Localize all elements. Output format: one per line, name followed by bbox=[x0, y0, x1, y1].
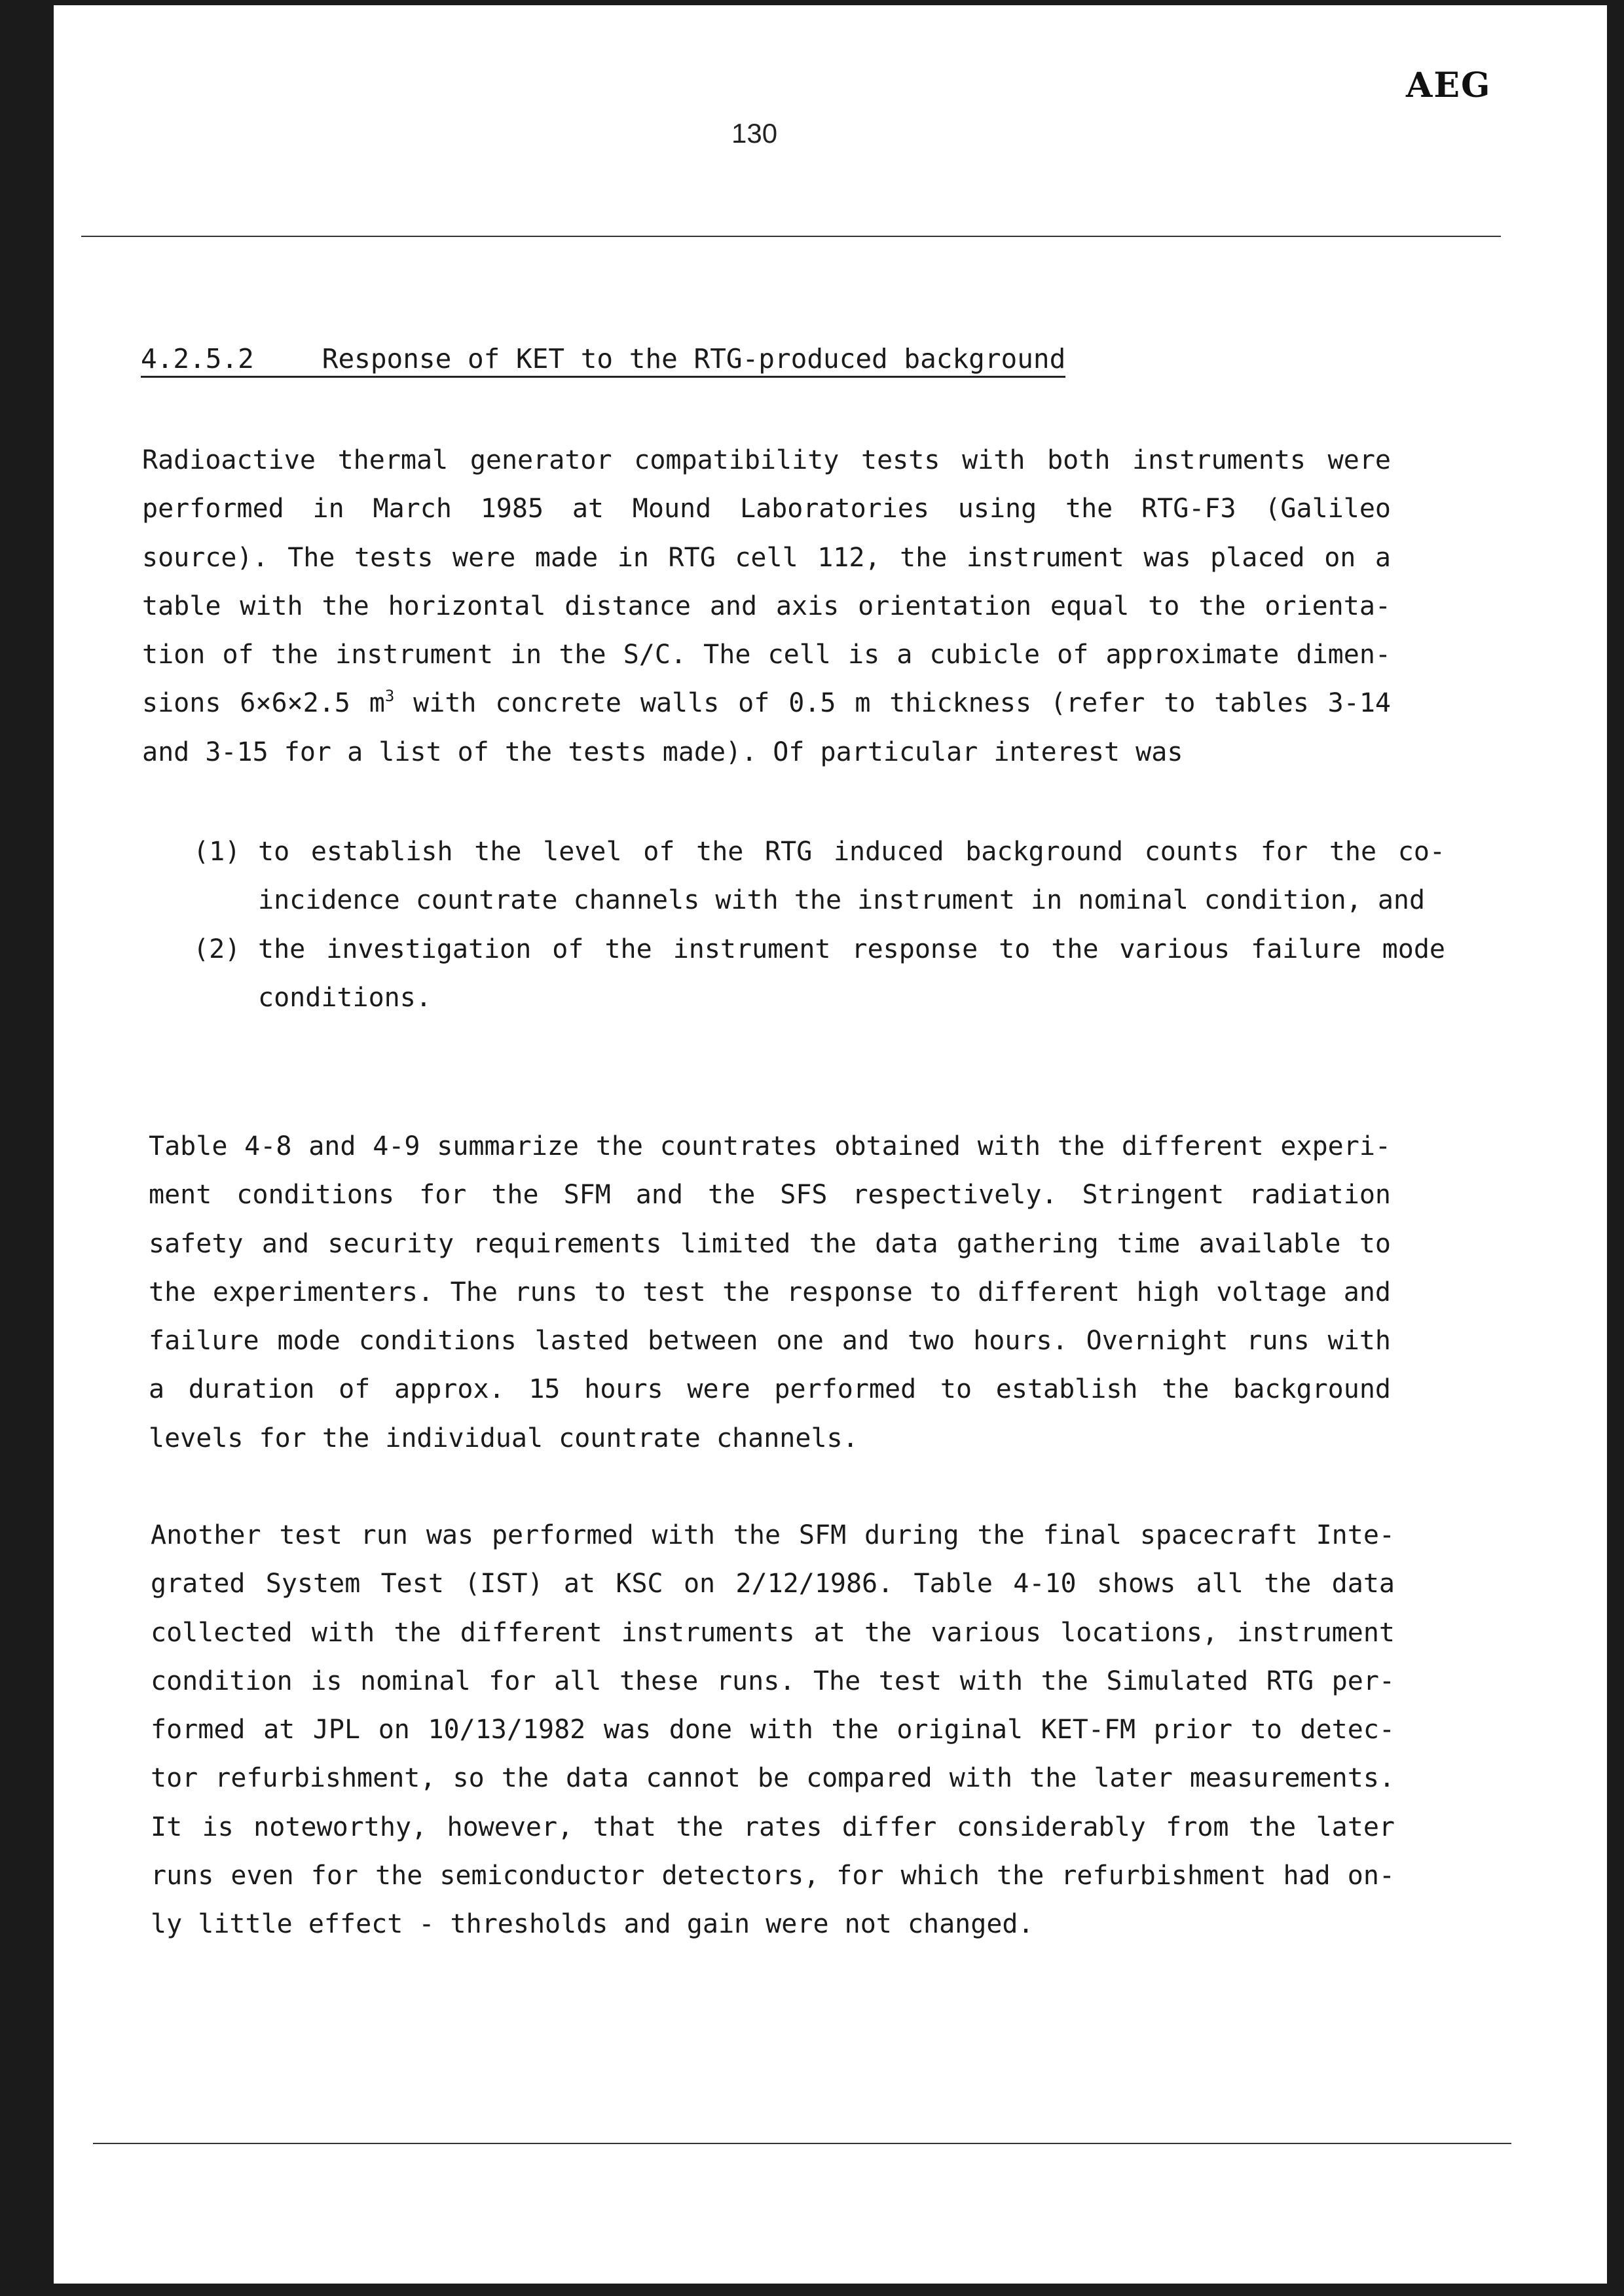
list-item-text: to establish the level of the RTG induced background counts for the co-incidence countrate channels with the instrument in nominal condition, and bbox=[258, 837, 1445, 916]
section-title: Response of KET to the RTG-produced background bbox=[322, 343, 1066, 374]
footer-rule bbox=[93, 2143, 1511, 2144]
paragraph-text: with concrete walls of 0.5 m thickness (refer to tables 3-14 and 3-15 for a list of the tests made). Of particular interest was bbox=[142, 688, 1391, 767]
paragraph-rtg-tests bbox=[142, 436, 1391, 776]
header-rule bbox=[81, 236, 1501, 237]
document-page bbox=[54, 5, 1607, 2284]
superscript-exponent: 3 bbox=[384, 687, 395, 706]
list-marker: (2) bbox=[193, 934, 241, 964]
interest-list bbox=[193, 828, 1445, 1022]
list-item-text: the investigation of the instrument response to the various failure mode conditions. bbox=[258, 934, 1445, 1013]
paragraph-text: Radioactive thermal generator compatibility tests with both instruments were performed in March 1985 at Mound Laboratories using the RTG-F3 (Galileo source). The tests were made in RTG cell 112, the instrument was placed on a table with the horizontal distance and axis orientation equal to the orienta-tion of the instrument in the S/C. The cell is a cubicle of approximate dimen-sions 6×6×2.5 m bbox=[142, 445, 1391, 719]
paragraph-ist-run: Another test run was performed with the SFM during the final spacecraft Inte-grated System Test (IST) at KSC on 2/12/1986. Table 4-10 shows all the data collected with the different instruments at the various locations, instrument condition is nominal for all these runs. The test with the Simulated RTG per-formed at JPL on 10/13/1982 was done with the original KET-FM prior to detec-tor refurbishment, so the data cannot be compared with the later measurements. It is noteworthy, however, that the rates differ considerably from the later runs even for the semiconductor detectors, for which the refurbishment had on-ly little effect - thresholds and gain were not changed. bbox=[151, 1520, 1395, 1940]
paragraph-countrates: Table 4-8 and 4-9 summarize the countrates obtained with the different experi-ment conditions for the SFM and the SFS respectively. Stringent radiation safety and security requirements limited the data gathering time available to the experimenters. The runs to test the response to different high voltage and failure mode conditions lasted between one and two hours. Overnight runs with a duration of approx. 15 hours were performed to establish the background levels for the individual countrate channels. bbox=[149, 1131, 1391, 1453]
page-number: 130 bbox=[731, 118, 778, 149]
list-item bbox=[193, 925, 1445, 1023]
company-logo: AEG bbox=[1406, 65, 1492, 105]
list-marker: (1) bbox=[193, 837, 241, 867]
list-item bbox=[193, 828, 1445, 925]
section-number: 4.2.5.2 bbox=[141, 343, 254, 374]
section-heading bbox=[141, 343, 1065, 378]
